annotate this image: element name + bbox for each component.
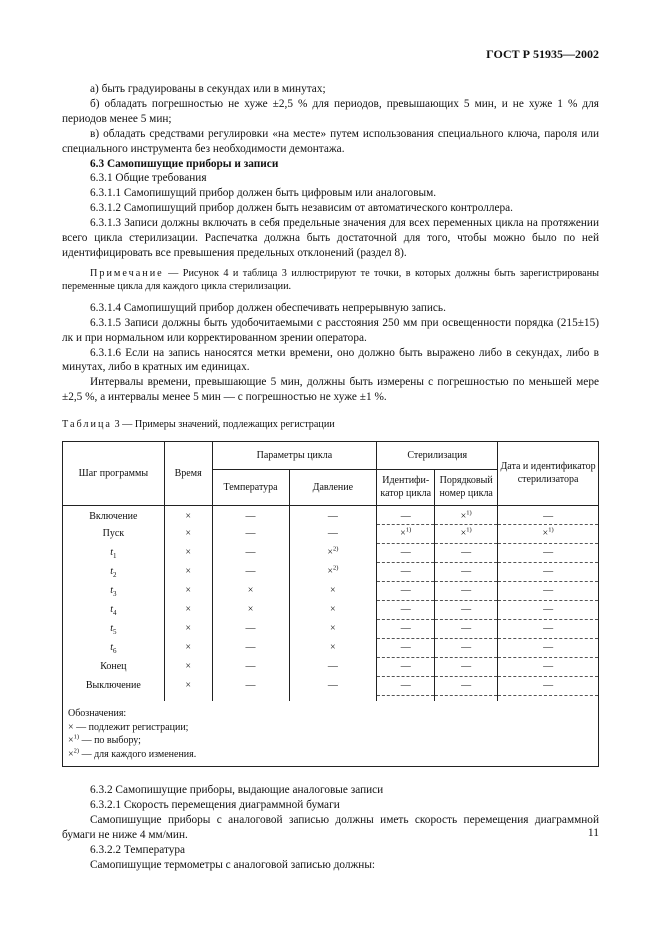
table-row	[63, 619, 599, 638]
cell-cycle-id-value: —	[400, 584, 411, 596]
table-row	[63, 600, 599, 619]
cell-cycle-id	[377, 562, 435, 581]
paragraph: 6.3.2.2 Температура	[90, 843, 186, 856]
cell-time-value: ×	[185, 679, 191, 691]
cell-cycle-id	[377, 657, 435, 676]
cell-temperature	[212, 524, 289, 543]
cell-date-id	[498, 600, 599, 619]
cell-temperature	[212, 505, 289, 524]
note-label: Примечание	[90, 267, 164, 279]
cell-pressure	[289, 676, 377, 695]
cell-pressure	[289, 619, 377, 638]
cell-time-value: ×	[185, 584, 191, 596]
cell-step	[63, 638, 165, 657]
cell-pressure	[289, 505, 377, 524]
cell-seq-no-value: —	[461, 565, 472, 577]
cell-date-id-value: —	[543, 622, 554, 634]
header-date-id: Дата и идентификатор стерилизатора	[498, 441, 599, 505]
cell-temperature-value: ×	[247, 584, 254, 596]
cell-pressure-value: ×	[330, 584, 336, 596]
cell-date-id-value: —	[543, 603, 554, 615]
cell-step-value: Выключение	[85, 679, 141, 691]
table-row	[63, 657, 599, 676]
cell-date-id	[498, 562, 599, 581]
step-subscript: 5	[113, 627, 117, 636]
table-row	[63, 638, 599, 657]
document-body	[62, 82, 599, 873]
cell-step-value: t	[110, 546, 113, 558]
cell-time-value: ×	[185, 565, 191, 577]
legend-text: — по выбору;	[79, 735, 141, 747]
cell-time	[164, 505, 212, 524]
cell-date-id-value: —	[543, 679, 554, 691]
cell-cycle-id-value: —	[400, 660, 411, 672]
header-sterilization: Стерилизация	[377, 441, 498, 469]
cell-time-value: ×	[185, 603, 191, 615]
note	[62, 267, 599, 294]
cell-seq-no-value: —	[461, 641, 472, 653]
step-subscript: 3	[113, 589, 117, 598]
cell-pressure	[289, 581, 377, 600]
table-legend	[62, 701, 599, 767]
cell-seq-no-value: —	[461, 546, 472, 558]
cell-time-value: ×	[185, 660, 191, 672]
cell-time	[164, 581, 212, 600]
table-caption-text: 3 — Примеры значений, подлежащих регистрации	[111, 419, 335, 431]
cell-step	[63, 581, 165, 600]
cell-time-value: ×	[185, 622, 191, 634]
cell-time	[164, 524, 212, 543]
legend-symbol: ×	[68, 735, 74, 747]
cell-pressure-value: ×	[330, 603, 336, 615]
cell-pressure-value: ×	[330, 641, 336, 653]
header-cycle-params: Параметры цикла	[212, 441, 377, 469]
cell-time	[164, 676, 212, 695]
cell-cycle-id-value: —	[400, 641, 411, 653]
cell-step-value: Конец	[100, 660, 127, 672]
cell-date-id	[498, 524, 599, 543]
cell-date-id-value: —	[543, 584, 554, 596]
cell-step-value: t	[110, 565, 113, 577]
paragraph: 6.3.1.2 Самопишущий прибор должен быть независим от автоматического контроллера.	[90, 202, 513, 215]
header-seq-no: Порядковый номер цикла	[435, 469, 498, 505]
cell-time	[164, 619, 212, 638]
cell-step	[63, 505, 165, 524]
table-body	[63, 505, 599, 701]
note-text: — Рисунок 4 и таблица 3 иллюстрируют те точки, в которых должны быть зарегистрированы переменные цикла для каждого цикла стерилизации.	[62, 267, 599, 293]
legend-symbol: ×	[68, 748, 74, 760]
cell-pressure	[289, 657, 377, 676]
step-subscript: 1	[113, 551, 117, 560]
cell-step-value: Включение	[89, 511, 138, 523]
footnote-marker: 1)	[405, 526, 412, 534]
header-step: Шаг программы	[63, 441, 165, 505]
cell-cycle-id	[377, 676, 435, 695]
cell-step-value: t	[110, 584, 113, 596]
cell-seq-no	[435, 581, 498, 600]
paragraph: в) обладать средствами регулировки «на месте» путем использования специального ключа, пароля или специального инструмента без необходимости демонтажа.	[62, 127, 599, 155]
cell-time-value: ×	[185, 546, 191, 558]
cell-step	[63, 562, 165, 581]
cell-temperature-value: —	[245, 546, 256, 558]
paragraph: 6.3.1 Общие требования	[90, 172, 207, 185]
cell-temperature-value: —	[245, 622, 256, 634]
cell-temperature-value: ×	[247, 603, 254, 615]
cell-date-id	[498, 581, 599, 600]
table-row	[63, 524, 599, 543]
cell-pressure	[289, 600, 377, 619]
footnote-marker: 2)	[332, 564, 339, 572]
section-title: 6.3 Самопишущие приборы и записи	[90, 157, 279, 170]
footnote-marker: 1)	[466, 509, 472, 517]
header-cycle-id: Идентифи- катор цикла	[377, 469, 435, 505]
legend-symbol: ×	[68, 721, 74, 733]
cell-pressure-value: —	[327, 660, 338, 672]
paragraph: 6.3.2.1 Скорость перемещения диаграммной бумаги	[90, 798, 340, 811]
cell-time	[164, 562, 212, 581]
cell-date-id	[498, 657, 599, 676]
cell-date-id-value: —	[543, 546, 554, 558]
cell-temperature-value: —	[245, 679, 256, 691]
paragraph: 6.3.2 Самопишущие приборы, выдающие аналоговые записи	[90, 784, 384, 797]
cell-date-id-value: —	[543, 565, 554, 577]
cell-cycle-id-value: ×	[400, 527, 406, 539]
cell-temperature	[212, 543, 289, 562]
paragraph: 6.3.1.4 Самопишущий прибор должен обеспечивать непрерывную запись.	[90, 301, 446, 314]
page-header: ГОСТ Р 51935—2002	[486, 47, 599, 61]
paragraph: 6.3.1.3 Записи должны включать в себя предельные значения для всех переменных цикла на протяжении всего цикла стерилизации. Распечатка должна быть достаточной для того, чтобы можно было по ней идентифицировать все превышения предельных отклонений (раздел 8).	[62, 217, 599, 259]
cell-cycle-id-value: —	[400, 679, 411, 691]
legend-item	[68, 748, 593, 762]
cell-seq-no-value: —	[461, 679, 472, 691]
cell-pressure	[289, 524, 377, 543]
cell-step	[63, 600, 165, 619]
paragraph: а) быть градуированы в секундах или в минутах;	[90, 83, 326, 95]
table-caption	[62, 418, 599, 431]
cell-time	[164, 638, 212, 657]
legend-title: Обозначения:	[68, 708, 127, 720]
cell-cycle-id	[377, 505, 435, 524]
cell-seq-no	[435, 638, 498, 657]
cell-temperature	[212, 676, 289, 695]
cell-cycle-id	[377, 581, 435, 600]
cell-date-id-value: ×	[542, 527, 549, 539]
header-time: Время	[164, 441, 212, 505]
cell-cycle-id	[377, 543, 435, 562]
step-subscript: 2	[113, 570, 117, 579]
bottom-section	[62, 783, 599, 872]
cell-date-id	[498, 619, 599, 638]
values-table	[62, 441, 599, 702]
cell-seq-no	[435, 600, 498, 619]
cell-time-value: ×	[185, 641, 191, 653]
paragraph: 6.3.1.5 Записи должны быть удобочитаемыми с расстояния 250 мм при освещенности порядка (215±15) лк и при нормальном или корректированном зрении оператора.	[62, 316, 599, 344]
cell-temperature	[212, 657, 289, 676]
cell-step	[63, 619, 165, 638]
cell-seq-no	[435, 657, 498, 676]
cell-cycle-id	[377, 638, 435, 657]
cell-seq-no-value: ×	[460, 510, 467, 522]
legend-item	[68, 721, 593, 735]
table-row	[63, 543, 599, 562]
paragraph: 6.3.1.1 Самопишущий прибор должен быть цифровым или аналоговым.	[90, 187, 437, 200]
step-subscript: 6	[113, 646, 117, 655]
cell-seq-no	[435, 524, 498, 543]
cell-pressure-value: ×	[327, 546, 333, 558]
cell-pressure	[289, 638, 377, 657]
cell-time	[164, 657, 212, 676]
cell-temperature-value: —	[245, 511, 256, 523]
cell-seq-no-value: ×	[460, 527, 467, 539]
cell-time-value: ×	[185, 511, 191, 523]
cell-seq-no	[435, 543, 498, 562]
paragraph: б) обладать погрешностью не хуже ±2,5 % для периодов, превышающих 5 мин, и не хуже 1 % для периодов менее 5 мин;	[62, 97, 599, 125]
paragraph: 6.3.1.6 Если на запись наносятся метки времени, оно должно быть выражено либо в секундах, либо в минутах, либо в кратных им единицах.	[62, 346, 599, 374]
step-subscript: 4	[113, 608, 117, 617]
paragraph: Самопишущие приборы с аналоговой записью должны иметь скорость перемещения диаграммной бумаги не ниже 4 мм/мин.	[62, 813, 599, 841]
cell-cycle-id-value: —	[400, 603, 411, 615]
cell-time-value: ×	[185, 527, 191, 539]
cell-step	[63, 543, 165, 562]
cell-date-id	[498, 505, 599, 524]
table-row	[63, 581, 599, 600]
cell-date-id-value: —	[543, 510, 554, 522]
cell-temperature-value: —	[245, 527, 256, 539]
cell-temperature	[212, 562, 289, 581]
cell-temperature	[212, 638, 289, 657]
legend-footnote-marker: 1)	[73, 733, 80, 741]
legend-footnote-marker: 2)	[73, 747, 80, 755]
cell-cycle-id-value: —	[400, 565, 411, 577]
cell-cycle-id-value: —	[400, 546, 411, 558]
cell-temperature-value: —	[245, 565, 256, 577]
cell-seq-no	[435, 676, 498, 695]
footnote-marker: 1)	[548, 526, 554, 534]
cell-time	[164, 600, 212, 619]
table-caption-label: Таблица	[62, 419, 112, 431]
footnote-marker: 1)	[466, 526, 472, 534]
cell-date-id-value: —	[543, 660, 554, 672]
cell-pressure	[289, 562, 377, 581]
legend-items	[68, 721, 593, 762]
cell-time	[164, 543, 212, 562]
header-pressure: Давление	[289, 469, 377, 505]
cell-seq-no	[435, 619, 498, 638]
footnote-marker: 2)	[332, 545, 339, 553]
cell-seq-no-value: —	[461, 603, 472, 615]
cell-temperature-value: —	[245, 641, 256, 653]
cell-temperature	[212, 619, 289, 638]
cell-cycle-id-value: —	[400, 622, 411, 634]
cell-date-id	[498, 676, 599, 695]
cell-temperature-value: —	[245, 660, 256, 672]
cell-date-id	[498, 638, 599, 657]
paragraph: Интервалы времени, превышающие 5 мин, должны быть измерены с погрешностью по меньшей мере ±2,5 %, а интервалы менее 5 мин — с погрешностью не хуже ±1 %.	[62, 376, 599, 404]
table-row	[63, 505, 599, 524]
cell-seq-no-value: —	[461, 660, 472, 672]
cell-cycle-id-value: —	[400, 510, 411, 522]
table-row	[63, 676, 599, 695]
cell-step	[63, 676, 165, 695]
cell-pressure-value: ×	[330, 622, 336, 634]
legend-text: — подлежит регистрации;	[73, 721, 189, 733]
legend-text: — для каждого изменения.	[79, 748, 197, 760]
cell-seq-no	[435, 562, 498, 581]
cell-step-value: t	[110, 641, 113, 653]
cell-step-value: Пуск	[102, 527, 125, 539]
cell-pressure	[289, 543, 377, 562]
cell-pressure-value: —	[327, 679, 338, 691]
cell-cycle-id	[377, 600, 435, 619]
table-row	[63, 562, 599, 581]
cell-step	[63, 657, 165, 676]
cell-temperature	[212, 600, 289, 619]
cell-date-id-value: —	[543, 641, 554, 653]
cell-step-value: t	[110, 622, 113, 634]
legend-item	[68, 734, 593, 748]
cell-cycle-id	[377, 619, 435, 638]
cell-seq-no-value: —	[461, 584, 472, 596]
cell-date-id	[498, 543, 599, 562]
cell-pressure-value: —	[327, 527, 338, 539]
cell-cycle-id	[377, 524, 435, 543]
cell-step-value: t	[110, 603, 113, 615]
cell-seq-no-value: —	[461, 622, 472, 634]
cell-seq-no	[435, 505, 498, 524]
cell-pressure-value: —	[327, 511, 338, 523]
page-number: 11	[587, 827, 599, 839]
cell-step	[63, 524, 165, 543]
cell-temperature	[212, 581, 289, 600]
paragraph: Самопишущие термометры с аналоговой записью должны:	[90, 858, 376, 871]
cell-pressure-value: ×	[327, 565, 333, 577]
header-temperature: Температура	[212, 469, 289, 505]
